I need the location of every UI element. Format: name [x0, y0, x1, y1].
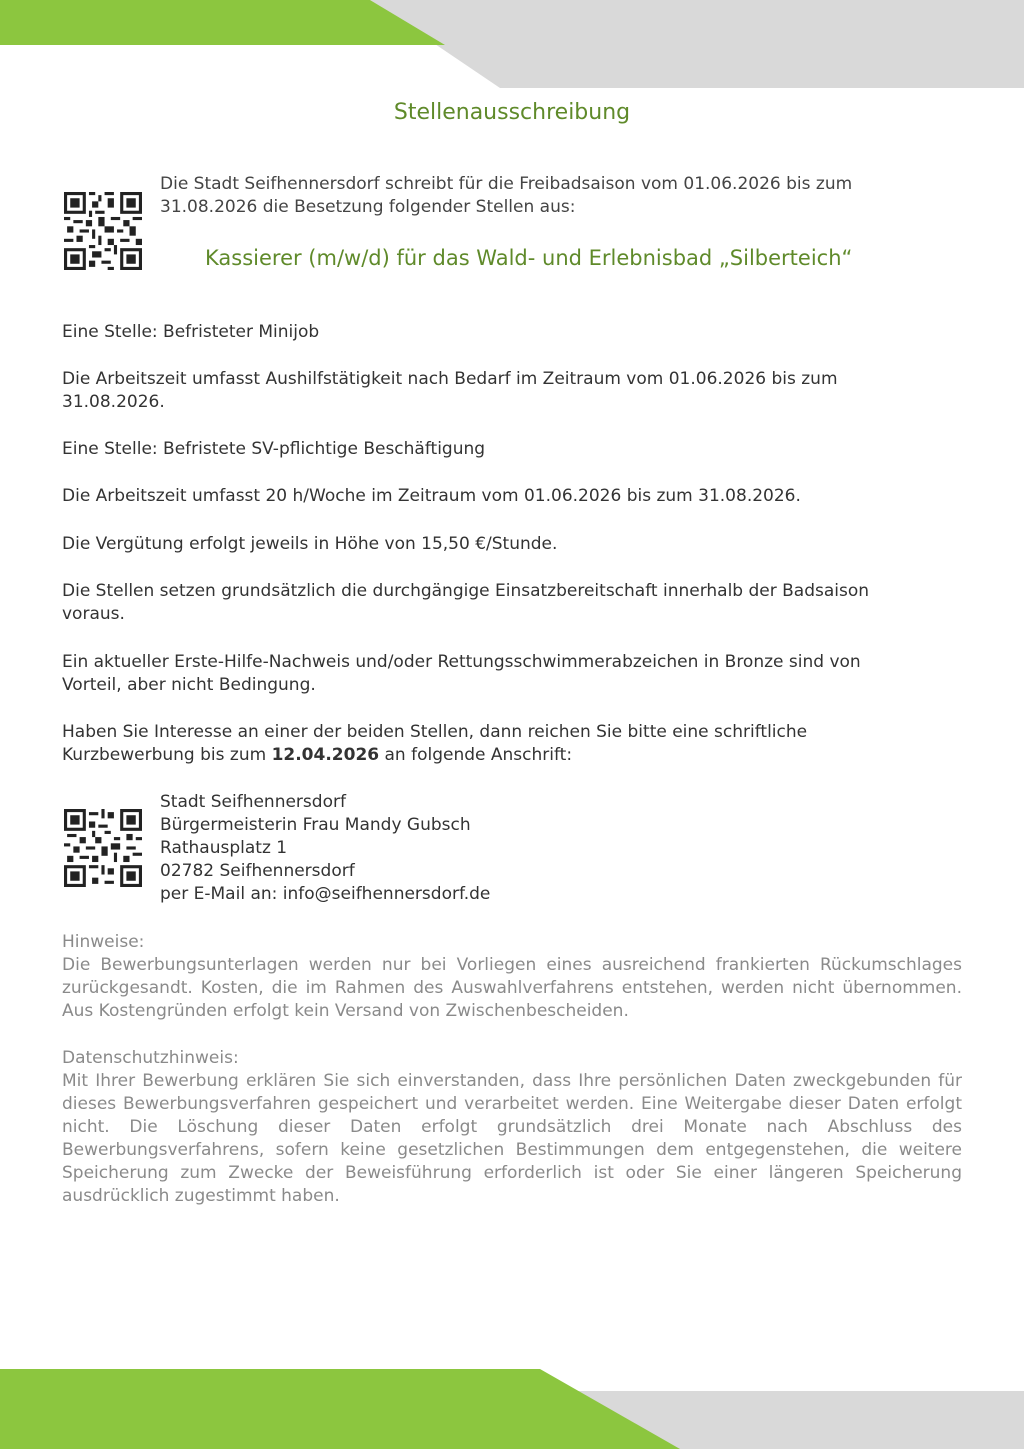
job-headline: Kassierer (m/w/d) für das Wald- und Erlebnisbad „Silberteich“	[205, 246, 853, 270]
text-line: Ein aktueller Erste-Hilfe-Nachweis und/oder Rettungsschwimmerabzeichen in Bronze sind von	[62, 652, 861, 672]
privacy-heading: Datenschutzhinweis:	[62, 1048, 239, 1068]
text-line: Vorteil, aber nicht Bedingung.	[62, 675, 316, 695]
text-line: voraus.	[62, 604, 125, 624]
intro-line: 31.08.2026 die Besetzung folgender Stellen aus:	[160, 197, 576, 217]
page-title: Stellenausschreibung	[393, 100, 631, 125]
apply-text	[62, 721, 962, 767]
availability-text	[62, 580, 962, 626]
minijob-text	[62, 368, 962, 414]
text-line: Die Arbeitszeit umfasst Aushilfstätigkeit nach Bedarf im Zeitraum vom 01.06.2026 bis zum	[62, 369, 838, 389]
intro-text	[160, 173, 920, 219]
footer-decoration	[0, 1369, 1024, 1449]
text-line: 31.08.2026.	[62, 392, 165, 412]
qr-code-icon	[64, 192, 142, 270]
section-heading-sv: Eine Stelle: Befristete SV-pflichtige Beschäftigung	[62, 439, 486, 459]
text-span: an folgende Anschrift:	[379, 745, 573, 765]
hints-text: Die Bewerbungsunterlagen werden nur bei Vorliegen eines ausreichend frankierten Rückumschlages zurückgesandt. Kosten, die im Rahmen des Auswahlverfahrens entstehen, werden nicht übernommen. Aus Kostengründen erfolgt kein Versand von Zwischenbescheiden.	[62, 955, 962, 1021]
firstaid-text	[62, 651, 962, 697]
address-line: 02782 Seifhennersdorf	[160, 861, 355, 881]
text-line	[62, 744, 962, 767]
address-line: Bürgermeisterin Frau Mandy Gubsch	[160, 815, 471, 835]
hints-heading: Hinweise:	[62, 932, 145, 952]
address-line: Rathausplatz 1	[160, 838, 288, 858]
intro-line: Die Stadt Seifhennersdorf schreibt für die Freibadsaison vom 01.06.2026 bis zum	[160, 174, 853, 194]
email-line: per E-Mail an: info@seifhennersdorf.de	[160, 884, 491, 904]
sv-text: Die Arbeitszeit umfasst 20 h/Woche im Zeitraum vom 01.06.2026 bis zum 31.08.2026.	[62, 486, 801, 506]
text-line: Haben Sie Interesse an einer der beiden Stellen, dann reichen Sie bitte eine schriftliche	[62, 722, 808, 742]
salary-text: Die Vergütung erfolgt jeweils in Höhe von 15,50 €/Stunde.	[62, 534, 558, 554]
privacy-text: Mit Ihrer Bewerbung erklären Sie sich einverstanden, dass Ihre persönlichen Daten zweckgebunden für dieses Bewerbungsverfahren gespeichert und verarbeitet werden. Eine Weitergabe dieser Daten erfolgt nicht. Die Löschung dieser Daten erfolgt grundsätzlich drei Monate nach Abschluss des Bewerbungsverfahrens, sofern keine gesetzlichen Bestimmungen dem entgegenstehen, die weitere Speicherung zum Zwecke der Beweisführung erforderlich ist oder Sie einer längeren Speicherung ausdrücklich zugestimmt haben.	[62, 1071, 962, 1206]
deadline-date: 12.04.2026	[271, 745, 380, 765]
header-decoration	[0, 0, 1024, 90]
text-span: Kurzbewerbung bis zum	[62, 745, 272, 765]
text-line: Die Stellen setzen grundsätzlich die durchgängige Einsatzbereitschaft innerhalb der Badsaison	[62, 581, 870, 601]
privacy-section	[62, 1047, 962, 1208]
address-line: Stadt Seifhennersdorf	[160, 792, 346, 812]
address-block	[160, 791, 490, 906]
section-heading-minijob: Eine Stelle: Befristeter Minijob	[62, 322, 320, 342]
qr-code-icon	[64, 809, 142, 887]
hints-section	[62, 931, 962, 1023]
